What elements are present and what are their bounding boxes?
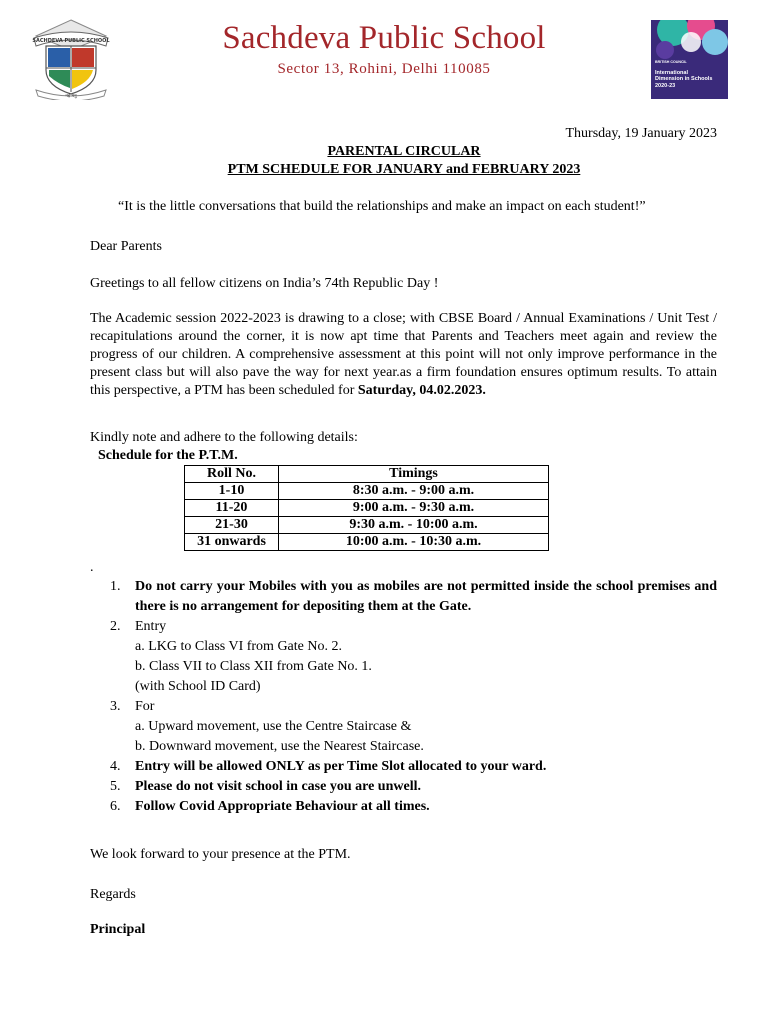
list-item: 2. Entry xyxy=(110,619,167,634)
regards: Regards xyxy=(90,887,136,902)
sub-item: b. Class VII to Class XII from Gate No. 1. xyxy=(135,659,372,674)
list-item: 1. Do not carry your Mobiles with you as mobiles are not permitted inside the school premises and there is no arrangement for depositing them at the Gate. xyxy=(110,579,717,614)
list-item: 4. Entry will be allowed ONLY as per Time Slot allocated to your ward. xyxy=(110,759,547,774)
timing-cell: 8:30 a.m. - 9:00 a.m. xyxy=(279,483,549,500)
list-item: 6. Follow Covid Appropriate Behaviour at all times. xyxy=(110,799,430,814)
table-header-row xyxy=(185,466,549,483)
list-item: 5. Please do not visit school in case you are unwell. xyxy=(110,779,421,794)
sub-item: a. LKG to Class VI from Gate No. 2. xyxy=(135,639,342,654)
logo-motto-text: नई मनु xyxy=(65,94,77,99)
instructions-list xyxy=(110,577,717,817)
salutation: Dear Parents xyxy=(90,239,162,254)
logo-ribbon-text: SACHDEVA PUBLIC SCHOOL xyxy=(32,38,110,44)
roll-cell: 1-10 xyxy=(185,483,279,500)
circular-title: PARENTAL CIRCULAR xyxy=(327,144,481,159)
timing-cell: 9:30 a.m. - 10:00 a.m. xyxy=(279,517,549,534)
quote: “It is the little conversations that build the relationships and make an impact on each student!” xyxy=(118,199,646,214)
sub-item: a. Upward movement, use the Centre Staircase & xyxy=(135,719,412,734)
signature: Principal xyxy=(90,922,146,937)
table-row xyxy=(185,483,549,500)
table-row xyxy=(185,517,549,534)
body-paragraph xyxy=(90,310,717,400)
circular-date: Thursday, 19 January 2023 xyxy=(565,126,717,141)
international-dimension-badge xyxy=(651,20,728,99)
roll-cell: 31 onwards xyxy=(185,534,279,551)
ptm-date: Saturday, 04.02.2023. xyxy=(357,383,486,398)
british-council-label: BRITISH COUNCIL xyxy=(655,60,687,64)
school-address: Sector 13, Rohini, Delhi 110085 xyxy=(277,61,491,77)
table-row xyxy=(185,500,549,517)
stray-dot: . xyxy=(90,560,94,575)
schedule-title: Schedule for the P.T.M. xyxy=(98,448,238,463)
timing-cell: 9:00 a.m. - 9:30 a.m. xyxy=(279,500,549,517)
column-header-roll: Roll No. xyxy=(185,466,279,483)
sub-item: b. Downward movement, use the Nearest Staircase. xyxy=(135,739,424,754)
ptm-schedule-table xyxy=(184,465,549,551)
note: Kindly note and adhere to the following details: xyxy=(90,430,358,445)
list-item: 3. For xyxy=(110,699,155,714)
table-row xyxy=(185,534,549,551)
column-header-timings: Timings xyxy=(279,466,549,483)
circular-subtitle: PTM SCHEDULE FOR JANUARY and FEBRUARY 2023 xyxy=(227,162,581,177)
roll-cell: 11-20 xyxy=(185,500,279,517)
greeting: Greetings to all fellow citizens on India’s 74th Republic Day ! xyxy=(90,276,439,291)
roll-cell: 21-30 xyxy=(185,517,279,534)
school-name: Sachdeva Public School xyxy=(222,20,546,56)
timing-cell: 10:00 a.m. - 10:30 a.m. xyxy=(279,534,549,551)
body-text: The Academic session 2022-2023 is drawing to a close; with CBSE Board / Annual Examinations / Unit Test / recapitulations around the corner, it is now apt time that Parents and Teachers meet again and review the progress of our children. A comprehensive assessment at this point will not only improve performance in the present class but will also pave the way for next year.as a firm foundation ensures optimum results. To attain this perspective, a PTM has been scheduled for xyxy=(90,311,717,398)
badge-text: International Dimension in Schools 2020-23 xyxy=(655,70,713,89)
sub-item: (with School ID Card) xyxy=(135,679,261,694)
closing-line: We look forward to your presence at the PTM. xyxy=(90,847,351,862)
